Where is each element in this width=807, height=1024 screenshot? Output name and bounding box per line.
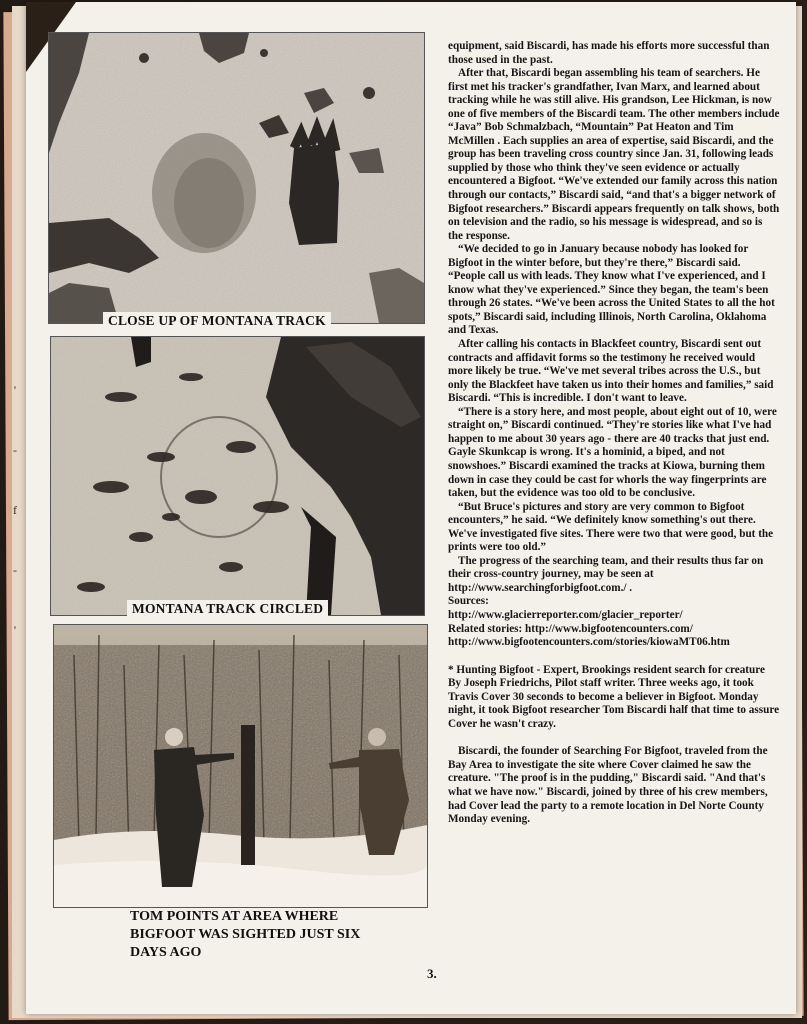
article-paragraph: * Hunting Bigfoot - Expert, Brookings resident search for creature By Joseph Friedrichs, Pilot staff writer. Three weeks ago, it took Travis Cover 30 seconds to become a believer in Bigfoot. Monday night, it took Bigfoot researcher Tom Biscardi half that time to assure Cover he wasn't crazy.: [448, 663, 780, 730]
source-link: http://www.glacierreporter.com/glacier_reporter/: [448, 608, 683, 621]
article-paragraph: “There is a story here, and most people, about eight out of 10, were straight on,” Biscardi continued. “They're stories like what I've had happen to me about 30 years ago - there are 40 tracks that just end. Gayle Skunkcap is wrong. It's a hominid, a biped, and not snowshoes.” Biscardi examined the tracks at Kiowa, burning them down in case they could be cast for whorls the way fingerprints are taken, but the evidence was too old to be conclusive.: [448, 405, 777, 500]
article-paragraph: After calling his contacts in Blackfeet country, Biscardi sent out contracts and affidavit forms so the testimony he received would more likely be true. “We've met several tribes across the U.S., but only the Blackfeet have taken us into their homes and families,” said Biscardi. “This is incredible. I don't want to leave.: [448, 338, 774, 405]
spacer: [448, 650, 780, 664]
caption-close-up-track: CLOSE UP OF MONTANA TRACK: [103, 312, 331, 330]
article-paragraph: “We decided to go in January because nobody has looked for Bigfoot in the winter before, but they're there,” Biscardi said. “People call us with leads. They know what I've experienced, and I know what they've experienced.” Since they began, the team's been through 26 states. “We've been across the United States to all the hot spots,” Biscardi said, including Illinois, North Carolina, Oklahoma and Texas.: [448, 243, 775, 337]
photo-track-circled: [50, 336, 425, 616]
source-link: http://www.bigfootencounters.com/stories/kiowaMT06.htm: [448, 636, 730, 649]
photo-sighting-area: [53, 624, 428, 908]
photo-close-up-track: [48, 32, 425, 324]
article-column: [448, 40, 780, 827]
margin-mark: ': [13, 623, 17, 637]
caption-track-circled: MONTANA TRACK CIRCLED: [127, 600, 328, 618]
sources-label: Sources:: [448, 595, 489, 608]
page-number: 3.: [427, 966, 437, 981]
caption-sighting-area: TOM POINTS AT AREA WHERE BIGFOOT WAS SIGHTED JUST SIX DAYS AGO: [130, 909, 361, 960]
margin-mark: -: [13, 443, 17, 457]
spacer: [448, 731, 780, 745]
article-paragraph: “But Bruce's pictures and story are very common to Bigfoot encounters,” he said. “We definitely know something's out there. We've investigated five sites. There were two that were good, but the prints were too old.”: [448, 500, 774, 554]
article-paragraph: equipment, said Biscardi, has made his efforts more successful than those used in the past.: [448, 40, 770, 66]
article-paragraph: The progress of the searching team, and their results thus far on their cross-country journey, may be seen at http://www.searchingforbigfoot.com./ .: [448, 554, 764, 594]
article-paragraph: After that, Biscardi began assembling his team of searchers. He first met his tracker's grandfather, Ivan Marx, and learned about tracking while he was still alive. His grandson, Lee Hickman, is now one of five members of the Biscardi team. The other members include “Java” Bob Schmalzbach, “Mountain” Pat Heaton and Tim McMillen . Each supplies an area of expertise, said Biscardi, and the group has been traveling cross country since Jan. 31, following leads supplied by those who think they've seen evidence or actually encountered a Bigfoot. “We've extended our family across this nation through our contacts,” Biscardi said, “and that's a bigger network of Bigfoot researchers.” Biscardi appears frequently on talk shows, both on television and the radio, so his message is widespread, and so is the response.: [448, 67, 780, 242]
margin-mark: ': [13, 383, 17, 397]
margin-mark: f: [13, 503, 17, 517]
article-paragraph: Biscardi, the founder of Searching For Bigfoot, traveled from the Bay Area to investigate the site where Cover claimed he saw the creature. "The proof is in the pudding," Biscardi said. "And that's what we have now." Biscardi, joined by three of his crew members, had Cover lead the party to a remote location in Del Norte County Monday evening.: [448, 745, 768, 826]
margin-mark: -: [13, 563, 17, 577]
source-link: Related stories: http://www.bigfootencounters.com/: [448, 622, 693, 635]
margin-marks: [8, 360, 22, 660]
